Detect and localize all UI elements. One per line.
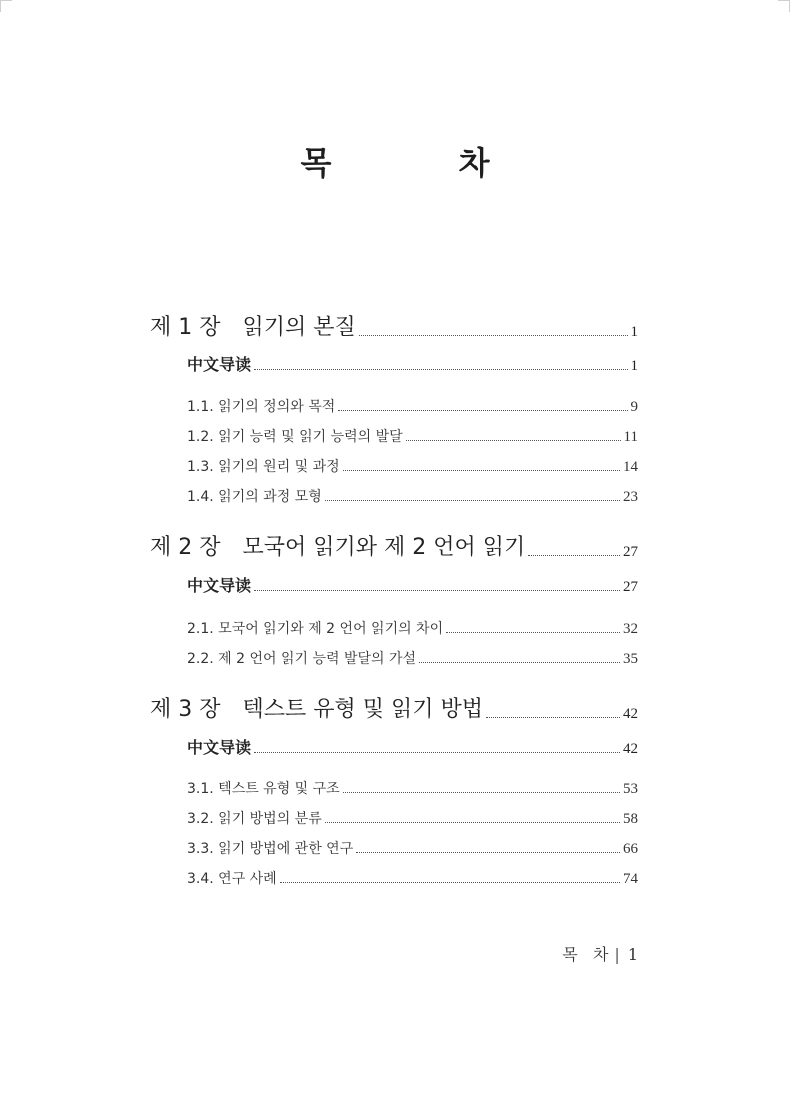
crop-mark-top-right	[778, 0, 790, 1]
dot-leader	[338, 410, 627, 411]
page-number: 32	[623, 621, 638, 637]
page-number: 42	[623, 741, 638, 757]
section-label: 3.3. 읽기 방법에 관한 연구	[187, 841, 354, 857]
page-number: 42	[623, 706, 638, 722]
toc-section[interactable]	[187, 396, 638, 416]
toc-section[interactable]	[187, 618, 638, 638]
dot-leader	[406, 440, 621, 441]
chapter-number: 제 1 장	[150, 315, 221, 340]
toc-chapter-2[interactable]	[150, 530, 638, 561]
page-title: 목 차	[300, 144, 548, 182]
dot-leader	[419, 662, 620, 663]
section-label: 3.1. 텍스트 유형 및 구조	[187, 781, 340, 797]
toc-chapter-1[interactable]	[150, 310, 638, 341]
section-label: 1.3. 읽기의 원리 및 과정	[187, 459, 340, 475]
toc-section[interactable]	[187, 648, 638, 668]
guide-label: 中文导读	[187, 355, 252, 374]
chapter-heading	[150, 530, 525, 561]
page-number: 9	[630, 399, 638, 415]
dot-leader	[254, 752, 620, 753]
toc-section[interactable]	[187, 868, 638, 888]
page-number: 35	[623, 651, 638, 667]
chapter-number: 제 2 장	[150, 535, 221, 560]
page-number: 66	[623, 841, 638, 857]
chapter-heading	[150, 310, 356, 341]
page-number: 53	[623, 781, 638, 797]
dot-leader	[528, 555, 620, 556]
guide-label: 中文导读	[187, 576, 252, 595]
toc-chapter-3[interactable]	[150, 692, 638, 723]
dot-leader	[254, 590, 620, 591]
toc-section[interactable]	[187, 838, 638, 858]
dot-leader	[325, 500, 620, 501]
toc-guide-2[interactable]	[187, 573, 638, 596]
dot-leader	[325, 822, 620, 823]
toc-guide-3[interactable]	[187, 735, 638, 758]
toc-section[interactable]	[187, 426, 638, 446]
chapter-title: 읽기의 본질	[242, 315, 356, 340]
toc-section[interactable]	[187, 456, 638, 476]
dot-leader	[343, 792, 620, 793]
dot-leader	[356, 852, 620, 853]
section-label: 1.2. 읽기 능력 및 읽기 능력의 발달	[187, 429, 403, 445]
toc-guide-1[interactable]	[187, 352, 638, 375]
chapter-title: 텍스트 유형 및 읽기 방법	[242, 697, 483, 722]
toc-section[interactable]	[187, 778, 638, 798]
section-label: 3.2. 읽기 방법의 분류	[187, 811, 322, 827]
footer-page-number: 1	[627, 945, 638, 964]
chapter-title: 모국어 읽기와 제 2 언어 읽기	[242, 535, 526, 560]
page-number: 1	[630, 324, 638, 340]
section-label: 2.2. 제 2 언어 읽기 능력 발달의 가설	[187, 651, 417, 667]
chapter-number: 제 3 장	[150, 697, 221, 722]
page-number: 14	[623, 459, 638, 475]
section-label: 3.4. 연구 사례	[187, 871, 277, 887]
guide-label: 中文导读	[187, 738, 252, 757]
dot-leader	[446, 632, 620, 633]
page-number: 58	[623, 811, 638, 827]
dot-leader	[254, 369, 627, 370]
crop-mark-top-left	[0, 0, 12, 1]
page-number: 23	[623, 489, 638, 505]
chapter-heading	[150, 692, 483, 723]
section-label: 2.1. 모국어 읽기와 제 2 언어 읽기의 차이	[187, 621, 444, 637]
page-number: 1	[630, 358, 638, 374]
crop-mark-top-left	[0, 0, 1, 12]
dot-leader	[280, 882, 620, 883]
footer-label: 목 차	[562, 945, 609, 964]
toc-section[interactable]	[187, 808, 638, 828]
section-label: 1.4. 읽기의 과정 모형	[187, 489, 322, 505]
dot-leader	[359, 335, 628, 336]
dot-leader	[486, 717, 620, 718]
page-number: 27	[623, 544, 638, 560]
page-number: 27	[623, 579, 638, 595]
dot-leader	[343, 470, 620, 471]
footer-separator: |	[614, 945, 620, 964]
page-number: 74	[623, 871, 638, 887]
running-footer	[562, 942, 638, 965]
toc-section[interactable]	[187, 486, 638, 506]
page-number: 11	[623, 429, 638, 445]
section-label: 1.1. 읽기의 정의와 목적	[187, 399, 336, 415]
